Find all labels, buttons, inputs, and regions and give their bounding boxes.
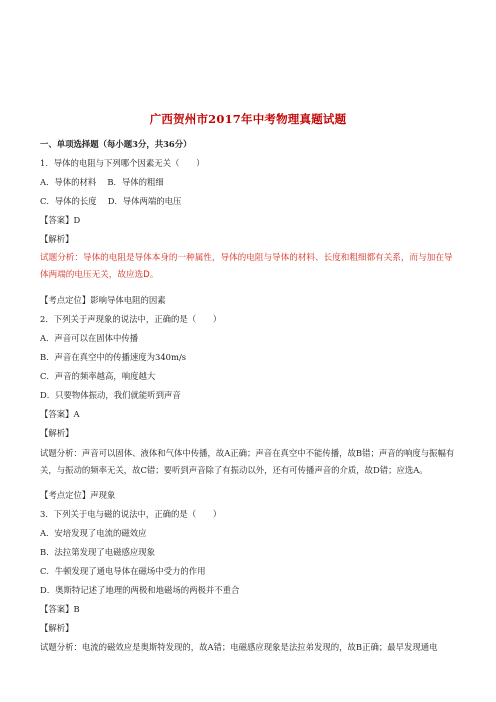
q1-options-row2: C．导体的长度 D．导体两端的电压 <box>40 196 182 206</box>
q2-knowledge-point: 【考点定位】声现象 <box>40 490 116 500</box>
q1-analysis-label: 【解析】 <box>40 234 74 244</box>
q3-option-d: D．奥斯特记述了地理的两极和地磁场的两极并不重合 <box>40 585 240 595</box>
q2-stem: 2．下列关于声现象的说法中，正确的是（ ） <box>40 314 222 324</box>
q1-analysis: 试题分析：导体的电阻是导体本身的一种属性，导体的电阻与导体的材料、长度和粗细都有关系，而与加在导体两端的电压无关，故应选D。 <box>40 253 453 280</box>
q2-analysis-label: 【解析】 <box>40 428 74 438</box>
q3-option-c: C．牛顿发现了通电导体在磁场中受力的作用 <box>40 566 206 576</box>
q2-option-b: B．声音在真空中的传播速度为340m/s <box>40 352 187 362</box>
q3-option-b: B．法拉第发现了电磁感应现象 <box>40 547 156 557</box>
q2-option-d: D．只要物体振动，我们就能听到声音 <box>40 390 181 400</box>
q1-stem: 1．导体的电阻与下列哪个因素无关（ ） <box>40 158 205 168</box>
q3-analysis: 试题分析：电流的磁效应是奥斯特发现的，故A错；电磁感应现象是法拉弟发现的，故B正确；最早发现通电 <box>40 642 438 652</box>
q2-option-c: C．声音的频率越高，响度越大 <box>40 371 156 381</box>
q3-option-a: A．安培发现了电流的磁效应 <box>40 528 147 538</box>
q2-answer: 【答案】A <box>40 409 80 419</box>
q2-option-a: A．声音可以在固体中传播 <box>40 333 139 343</box>
q1-options-row1: A．导体的材料 B．导体的粗细 <box>40 177 164 187</box>
q1-answer: 【答案】D <box>40 215 81 225</box>
q2-analysis: 试题分析：声音可以固体、液体和气体中传播，故A正确；声音在真空中不能传播，故B错；声音的响度与振幅有关，与振动的频率无关，故C错；要听到声音除了有振动以外，还有可传播声音的介质，故D错；应选A。 <box>40 448 455 475</box>
section-heading: 一、单项选择题（每小题3分，共36分） <box>40 139 192 149</box>
q3-stem: 3．下列关于电与磁的说法中，正确的是（ ） <box>40 509 222 519</box>
q3-analysis-label: 【解析】 <box>40 623 74 633</box>
q1-knowledge-point: 【考点定位】影响导体电阻的因素 <box>40 295 166 305</box>
document-title: 广西贺州市2017年中考物理真题试题 <box>149 112 347 126</box>
q3-answer: 【答案】B <box>40 604 80 614</box>
